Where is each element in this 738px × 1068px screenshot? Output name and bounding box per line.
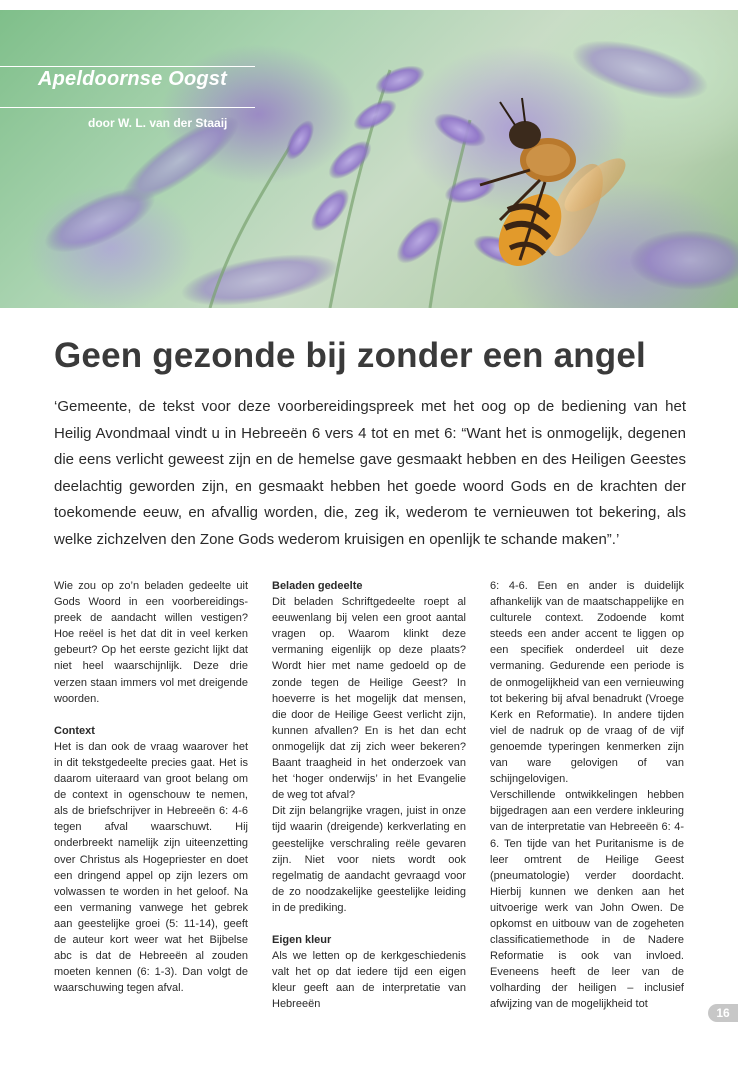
- series-title: Apeldoornse Oogst: [38, 68, 227, 90]
- paragraph: Dit beladen Schriftgedeelte roept al eeuwenlang bij velen een groot aantal vragen op. Waarom klinkt deze vermaning eigenlijk op deze plaats? Wordt hier met name gedoeld op de zonde tegen de Heilige Geest? In hoeverre is het mogelijk dat mensen, die door de Heilige Geest verlicht zijn, kunnen afvallen? En is het dan echt onmogelijk dat zij zich weer bekeren? Baant traagheid in het onderzoek van het ‘hoger onderwijs’ in het Evangelie de weg tot afval?: [272, 596, 466, 802]
- bee: [480, 98, 633, 278]
- title-rule-top: [0, 66, 255, 67]
- column-1: [54, 578, 248, 996]
- section-heading-context: Context: [54, 724, 95, 737]
- paragraph: Dit zijn belangrijke vragen, juist in onze tijd waarin (dreigende) kerkverlating en geestelijke verschraling reële gevaren zijn. Niet voor niets wordt ook regelmatig de aandacht gevraagd voor de zo noodzakelijke geestelijke leiding in de prediking.: [272, 805, 466, 914]
- paragraph: Wie zou op zo’n beladen gedeelte uit Gods Woord in een voorbereidingspreek de aandacht willen vestigen? Hoe reëel is het dat dit in veel kerken gebeurt? Op het eerste gezicht lijkt dat niet heel waarschijnlijk. Deze drie verzen staan immers vol met dreigende woorden.: [54, 580, 248, 705]
- hero-photo: [0, 10, 738, 308]
- article-title: Geen gezonde bij zonder een angel: [54, 336, 646, 375]
- bee-on-lavender-illustration: [0, 10, 738, 308]
- paragraph: 6: 4-6. Een en ander is duidelijk afhankelijk van de maatschappelijke en culturele context. Zodoende komt steeds een ander accent te liggen op een specifiek onderdeel uit deze vermaning. Gedurende een periode is de onmogelijkheid van een vernieuwing tot bekering bij afval benadrukt (Vroege Kerk en Reformatie). In andere tijden viel de nadruk op de vraag of de vijf genoemde typeringen kenmerken zijn van ware gelovigen of van schijngelovigen.: [490, 580, 684, 786]
- page-number: 16: [708, 1004, 738, 1022]
- section-heading-eigen-kleur: Eigen kleur: [272, 933, 332, 946]
- section-heading-beladen-gedeelte: Beladen gedeelte: [272, 580, 363, 592]
- byline: door W. L. van der Staaij: [88, 116, 228, 130]
- paragraph: Het is dan ook de vraag waarover het in dit tekstgedeelte precies gaat. Het is daarom uiteraard van groot belang om de context in ogenschouw te nemen, als de briefschrijver in Hebreeën 6: 4-6 tegen afval waarschuwt. Hij onderbreekt namelijk zijn uiteenzetting over Christus als Hogepriester en doet een dringend appel op zijn lezers om volwassen te worden in het geloof. Na een vermaning vanwege het gebrek aan geestelijke groei (5: 11-14), geeft de auteur kort weer wat het Bijbelse abc is dat de Hebreeën al zouden moeten kennen (6: 1-3). Dan volgt de waarschuwing tegen afval.: [54, 740, 248, 995]
- column-3: [490, 578, 684, 1013]
- column-2: [272, 578, 466, 1012]
- title-rule-bottom: [0, 107, 255, 108]
- paragraph: Als we letten op de kerkgeschiedenis valt het op dat iedere tijd een eigen kleur geeft aan de interpretatie van Hebreeën: [272, 950, 466, 1011]
- paragraph: Verschillende ontwikkelingen hebben bijgedragen aan een verdere inkleuring van de interpretatie van Hebreeën 6: 4-6. Ten tijde van het Puritanisme is de leer omtrent de Heilige Geest (pneumatologie) verder doordacht. Hierbij kunnen we denken aan het uitvoerige werk van John Owen. De opkomst en uitbouw van de zogeheten classificatiemethode in de Nadere Reformatie is ook van invloed. Eveneens heeft de leer van de volharding der heiligen – inclusief afwijzing van de mogelijkheid tot: [490, 789, 684, 1011]
- article-lead: ‘Gemeente, de tekst voor deze voorbereidingspreek met het oog op de bediening van het Heilig Avondmaal vindt u in Hebreeën 6 vers 4 tot en met 6: “Want het is onmogelijk, degenen die eens verlicht geweest zijn en de hemelse gave gesmaakt hebben en des Heiligen Geestes deelachtig geworden zijn, en gesmaakt hebben het goede woord Gods en de krachten der toekomende eeuw, en afvallig worden, die, zeg ik, wederom te vernieuwen tot bekering, als welke zichzelven den Zone Gods wederom kruisigen en openlijk te schande maken”.’: [54, 398, 686, 548]
